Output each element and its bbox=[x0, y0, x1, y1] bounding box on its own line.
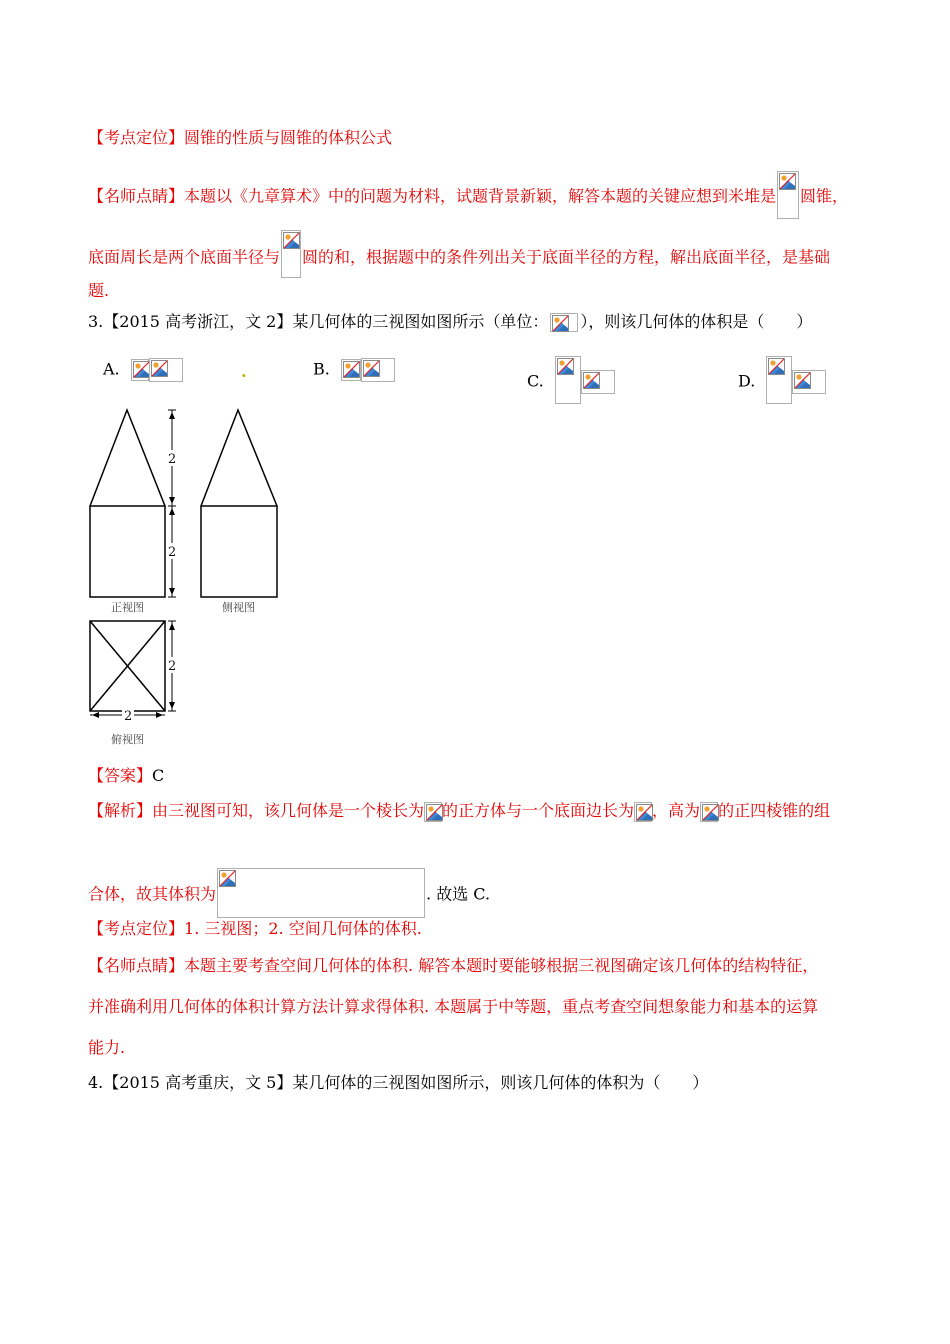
option-c[interactable] bbox=[527, 358, 615, 406]
answer-value: C bbox=[152, 766, 165, 785]
dim-label-right: 2 bbox=[168, 659, 177, 674]
volume-formula-image bbox=[217, 868, 425, 918]
stray-dot: . bbox=[241, 362, 247, 381]
broken-image-icon bbox=[768, 358, 785, 375]
mingshi-tag: 【名师点睛】 bbox=[88, 956, 185, 975]
unit-image bbox=[550, 313, 578, 332]
broken-image-icon bbox=[133, 361, 150, 378]
formula-image bbox=[777, 171, 799, 219]
question-3-stem bbox=[88, 311, 812, 333]
broken-image-icon bbox=[343, 361, 360, 378]
mingshi-text-q3-b: 并准确利用几何体的体积计算方法计算求得体积. 本题属于中等题，重点考查空间想象能力和基本的运算 bbox=[88, 997, 819, 1016]
option-d-image-2 bbox=[792, 370, 826, 394]
option-d[interactable] bbox=[738, 358, 826, 406]
jiexi-text-f: . 故选 C. bbox=[426, 884, 491, 904]
kaodian-text: 1. 三视图；2. 空间几何体的体积. bbox=[184, 919, 422, 938]
option-b-image-2 bbox=[361, 358, 395, 382]
answer-line bbox=[88, 765, 164, 787]
dim-label-mid: 2 bbox=[168, 545, 177, 560]
question-3-stem-a: 3.【2015 高考浙江，文 2】某几何体的三视图如图所示（单位： bbox=[88, 312, 549, 331]
jiexi-text-c: ，高为 bbox=[652, 801, 701, 820]
option-a-image-2 bbox=[149, 358, 183, 382]
dim-label-top: 2 bbox=[168, 452, 177, 467]
formula-image bbox=[634, 802, 652, 822]
broken-image-icon bbox=[557, 358, 574, 375]
jiexi-line-1 bbox=[88, 800, 830, 822]
broken-image-icon bbox=[363, 360, 380, 377]
broken-image-icon bbox=[794, 372, 811, 389]
mingshi-line-2 bbox=[88, 234, 830, 282]
kaodian-line-1 bbox=[88, 127, 392, 149]
mingshi-line-3 bbox=[88, 280, 109, 302]
jiexi-text-b: 的正方体与一个底面边长为 bbox=[442, 801, 635, 820]
option-a-image-1 bbox=[131, 359, 149, 381]
top-view-label: 俯视图 bbox=[111, 733, 144, 746]
broken-image-icon bbox=[702, 804, 719, 821]
option-c-image-2 bbox=[581, 370, 615, 394]
jiexi-text-a: 由三视图可知，该几何体是一个棱长为 bbox=[152, 801, 425, 820]
option-b-image-1 bbox=[341, 359, 361, 381]
front-view-label: 正视图 bbox=[111, 601, 144, 614]
kaodian-text: 圆锥的性质与圆锥的体积公式 bbox=[184, 128, 393, 147]
three-view-figure bbox=[85, 405, 285, 750]
mingshi-line-5 bbox=[88, 996, 818, 1018]
kaodian-tag: 【考点定位】 bbox=[88, 919, 185, 938]
mingshi-text-b: 圆锥， bbox=[800, 186, 849, 206]
broken-image-icon bbox=[283, 232, 300, 249]
option-a[interactable] bbox=[103, 358, 183, 382]
mingshi-text-q3-a: 本题主要考查空间几何体的体积. 解答本题时要能够根据三视图确定该几何体的结构特征， bbox=[184, 956, 819, 975]
question-4-stem: 4.【2015 高考重庆，文 5】某几何体的三视图如图所示，则该几何体的体积为（ ） bbox=[88, 1073, 709, 1092]
mingshi-text-q3-c: 能力. bbox=[88, 1038, 126, 1057]
broken-image-icon bbox=[583, 372, 600, 389]
side-view-square bbox=[201, 506, 277, 597]
mingshi-text-d: 圆的和，根据题中的条件列出关于底面半径的方程，解出底面半径，是基础 bbox=[302, 247, 831, 267]
option-b-label: B. bbox=[313, 359, 330, 379]
front-view-triangle bbox=[90, 410, 165, 506]
option-d-label: D. bbox=[738, 371, 756, 391]
option-c-image-1 bbox=[555, 356, 581, 404]
broken-image-icon bbox=[552, 315, 569, 332]
kaodian-line-2 bbox=[88, 918, 422, 940]
side-view-label: 侧视图 bbox=[222, 601, 255, 614]
dim-label-bottom: 2 bbox=[124, 709, 133, 724]
question-3-stem-b: ），则该几何体的体积是（ ） bbox=[580, 312, 813, 331]
answer-tag: 【答案】 bbox=[88, 766, 153, 785]
kaodian-tag: 【考点定位】 bbox=[88, 128, 185, 147]
front-view-square bbox=[90, 506, 165, 597]
jiexi-line-2 bbox=[88, 870, 490, 920]
mingshi-text-a: 本题以《九章算术》中的问题为材料，试题背景新颖，解答本题的关键应想到米堆是 bbox=[184, 186, 777, 206]
option-c-label: C. bbox=[527, 371, 544, 391]
mingshi-text-c: 底面周长是两个底面半径与 bbox=[88, 247, 281, 267]
mingshi-line-1 bbox=[88, 173, 848, 221]
option-d-image-1 bbox=[766, 356, 792, 404]
side-view-triangle bbox=[201, 410, 277, 506]
broken-image-icon bbox=[219, 870, 236, 887]
option-b[interactable] bbox=[313, 358, 395, 382]
mingshi-tag: 【名师点睛】 bbox=[88, 186, 185, 206]
jiexi-text-d: 的正四棱锥的组 bbox=[718, 801, 831, 820]
broken-image-icon bbox=[779, 173, 796, 190]
formula-image bbox=[424, 802, 442, 822]
option-a-label: A. bbox=[103, 359, 120, 379]
jiexi-tag: 【解析】 bbox=[88, 801, 153, 820]
mingshi-line-6 bbox=[88, 1037, 125, 1059]
broken-image-icon bbox=[426, 804, 443, 821]
broken-image-icon bbox=[636, 804, 653, 821]
formula-image bbox=[700, 802, 718, 822]
broken-image-icon bbox=[151, 360, 168, 377]
mingshi-text-e: 题. bbox=[88, 281, 110, 300]
mingshi-line-4 bbox=[88, 955, 818, 977]
jiexi-text-e: 合体，故其体积为 bbox=[88, 884, 217, 904]
formula-image bbox=[281, 230, 301, 278]
